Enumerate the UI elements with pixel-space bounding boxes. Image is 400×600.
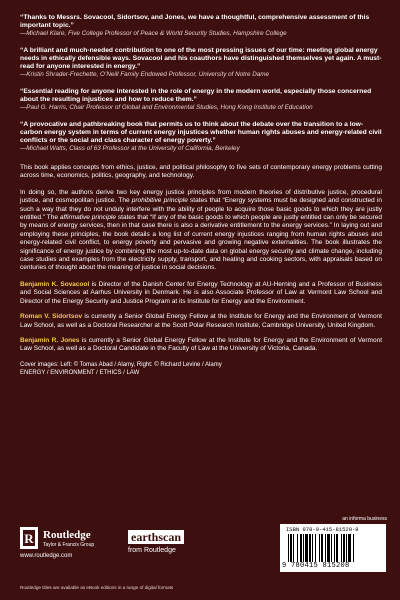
svg-text:R: R [24,531,34,546]
isbn-label: ISBN 978-0-415-81520-8 [286,526,359,533]
author-name: Benjamin K. Sovacool [20,280,90,288]
author-name: Benjamin R. Jones [20,336,80,344]
review-attribution: —Paul G. Harris, Chair Professor of Global and Environmental Studies, Hong Kong Institute of Education [20,104,313,111]
informa-business-line: an informa business [342,516,387,522]
prohibitive-principle-term: prohibitive principle [131,197,188,205]
affirmative-principle-term: affirmative principle [59,214,116,222]
review-3 [20,88,382,112]
author-bio-jones [20,337,382,354]
review-attribution: —Michael Klare, Five College Professor of Peace & World Security Studies, Hampshire College [20,30,287,37]
author-bio-text: is Director of the Danish Center for Energy Technology at AU-Herning and a Professor of Business and Social Sciences at Aarhus University in Denmark. He is also Associate Professor of Law at Vermont Law School and Director of the Energy Security and Justice Program at its Institute for Energy and the Environment. [20,280,382,305]
routledge-logo [20,527,110,551]
publisher-group: Taylor & Francis Group [43,542,95,548]
publisher-name: Routledge [43,529,91,541]
isbn-digits: 9 780415 815208 [282,562,350,570]
description-paragraph-2 [20,189,382,273]
description-text: states that “Energy systems must be designed and constructed in such a way that they do not unduly interfere with the ability of people to acquire those basic goods to which they are justly entitled.” The [20,197,383,222]
review-attribution: —Michael Watts, Class of 63 Professor at the University of California, Berkeley [20,145,240,152]
description-text: In doing so, the authors derive two key energy justice principles from modern theories of distributive justice, procedural justice, and cosmopolitan justice. The [20,188,382,205]
earthscan-logo [128,528,208,556]
routledge-r-icon [20,527,38,549]
description-text: states that “If any of the basic goods to which people are justly entitled can only be secured by means of energy services, then in that case there is also a derivative entitlement to the energy services.” In laying out and employing these principles, the book details a long list of current energy injustices ranging from human rights abuses and energy-related civil conflict, to energy poverty and pervasive and growing negative externalities. The book illustrates the significance of energy justice by combining the most up-to-date data on global energy security and climate change, including case studies and examples from the electricity supply, transport, and heating and cooking sectors, with appraisals based on centuries of thought about the meaning of justice in social decisions. [20,214,382,272]
review-quote: “Thanks to Messrs. Sovacool, Sidortsov, and Jones, we have a thoughtful, comprehensive assessment of this important topic.” [20,14,370,29]
author-bio-sidortsov [20,313,382,330]
review-1 [20,14,382,38]
review-4 [20,121,382,153]
review-quote: “A brilliant and much-needed contribution to one of the most pressing issues of our time: meeting global energy needs in ethically defensible ways. Sovacool and his coauthors have distinguished themselves yet again. A must-read for anyone interested in energy.” [20,47,382,70]
review-quote: “A provocative and pathbreaking book that permits us to think about the debate over the transition to a low-carbon energy system in terms of current energy injustices whether human rights abuses and energy-related civil conflicts or the social and class character of energy poverty.” [20,121,382,144]
imprint-name: earthscan [128,530,184,544]
author-bio-text: is currently a Senior Global Energy Fellow at the Institute for Energy and the Environment of Vermont Law School, as well as a Doctoral Candidate in the Faculty of Law at the University of Victoria, Canada. [20,336,382,353]
author-bio-sovacool [20,281,382,306]
author-bio-text: is currently a Senior Global Energy Fellow at the Institute for Energy and the Environment of Vermont Law School, as well as a Doctoral Researcher at the Scott Polar Research Institute, Cambridge University, United Kingdom. [20,313,382,329]
publisher-url: www.routledge.com [20,553,73,559]
imprint-subtitle: from Routledge [128,547,176,554]
barcode-icon [288,534,378,562]
review-quote: “Essential reading for anyone interested in the role of energy in the modern world, especially those concerned about the resulting injustices and how to reduce them.” [20,88,372,103]
cover-image-credits: Cover images: Left: © Tomas Abad / Alamy, Right: © Richard Levine / Alamy [20,361,222,368]
ebook-note: Routledge titles are available as eBook editions in a range of digital formats [20,585,174,590]
review-2 [20,47,382,79]
isbn-barcode [280,524,386,572]
cover-text [20,14,382,377]
author-name: Roman V. Sidortsov [20,313,83,321]
review-attribution: —Kristin Shrader-Frechette, O’Neill Family Endowed Professor, University of Notre Dame [20,71,270,78]
subject-categories: ENERGY / ENVIRONMENT / ETHICS / LAW [20,369,140,376]
description-paragraph-1: This book applies concepts from ethics, justice, and political philosophy to five sets of contemporary energy problems cutting across time, economics, politics, geography, and technology. [20,164,382,180]
